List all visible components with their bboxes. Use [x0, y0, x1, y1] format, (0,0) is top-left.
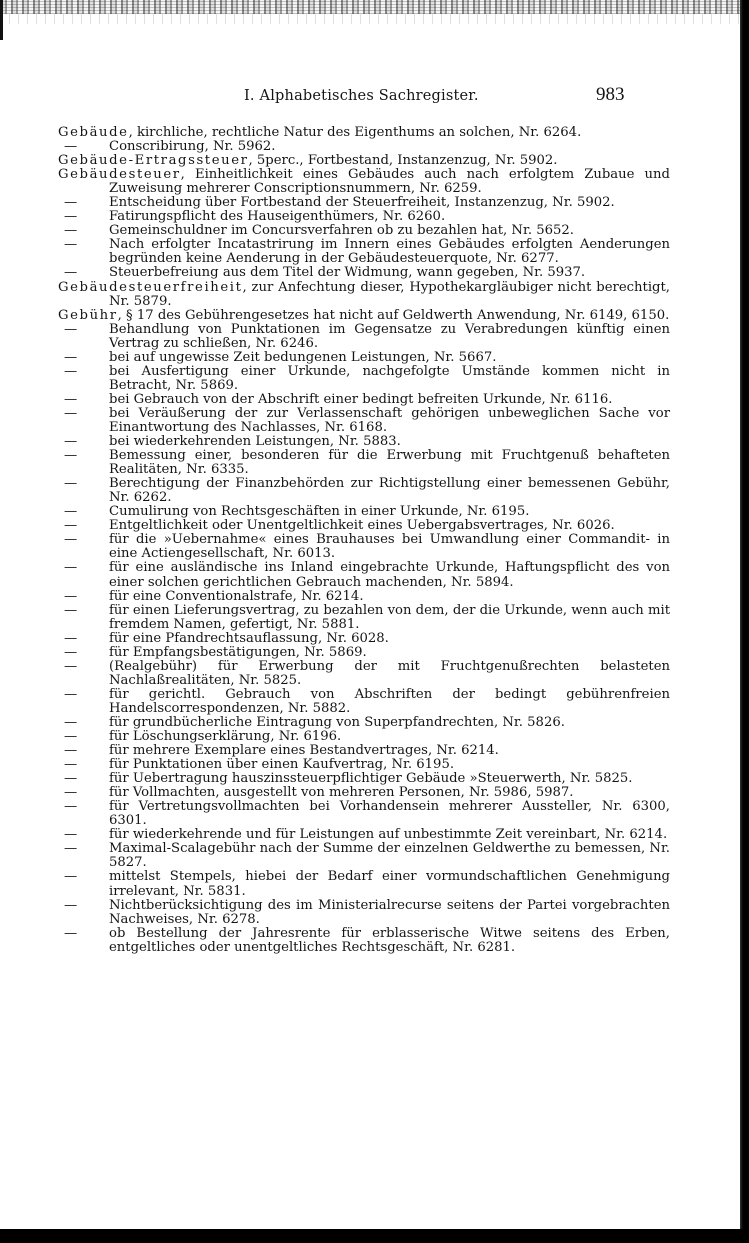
subentry-text: für gerichtl. Gebrauch von Abschriften der bedingt gebührenfreien Handelscorrespondenzen, Nr. 5882. [109, 686, 670, 716]
scan-edge-left [0, 0, 3, 40]
subentry-text: für Vertretungsvollmachten bei Vorhandensein mehrerer Aussteller, Nr. 6300, 6301. [109, 799, 670, 829]
subentry-text: bei auf ungewisse Zeit bedungenen Leistungen, Nr. 5667. [109, 349, 497, 365]
subentry-text: für eine ausländische ins Inland eingebrachte Urkunde, Haftungspflicht des von einer solchen gerichtlichen Gebrauch machenden, Nr. 5894. [109, 560, 670, 590]
subentry-dash: — [64, 644, 78, 660]
subentry-dash: — [64, 560, 78, 576]
subentry-dash: — [64, 434, 78, 450]
entry-text: , Einheitlichkeit eines Gebäudes auch nach erfolgtem Zubaue und Zuweisung mehrerer Conscriptionsnummern, Nr. 6259. [109, 167, 670, 197]
index-subentry [58, 716, 670, 730]
entry-headword: Gebäude-Ertragssteuer [58, 153, 249, 169]
subentry-text: bei wiederkehrenden Leistungen, Nr. 5883. [109, 434, 401, 450]
subentry-text: für Uebertragung hauszinssteuerpflichtiger Gebäude »Steuerwerth, Nr. 5825. [109, 771, 633, 787]
index-subentry [58, 435, 670, 449]
subentry-text: Maximal-Scalagebühr nach der Summe der einzelnen Geldwerthe zu bemessen, Nr. 5827. [109, 841, 670, 871]
index-subentry [58, 210, 670, 224]
subentry-text: für eine Pfandrechtsauflassung, Nr. 6028. [109, 630, 389, 646]
subentry-text: (Realgebühr) für Erwerbung der mit Fruchtgenußrechten belasteten Nachlaßrealitäten, Nr. 5825. [109, 658, 670, 688]
index-subentry [58, 449, 670, 477]
subentry-text: für Empfangsbestätigungen, Nr. 5869. [109, 644, 367, 660]
index-subentry [58, 899, 670, 927]
subentry-dash: — [64, 925, 78, 941]
index-body [58, 126, 670, 955]
index-subentry [58, 646, 670, 660]
subentry-dash: — [64, 476, 78, 492]
subentry-text: für Punktationen über einen Kaufvertrag, Nr. 6195. [109, 757, 455, 773]
entry-text: , zur Anfechtung dieser, Hypothekargläubiger nicht berechtigt, Nr. 5879. [109, 279, 670, 309]
subentry-dash: — [64, 518, 78, 534]
scan-edge-bottom [0, 1229, 749, 1243]
index-subentry [58, 561, 670, 589]
subentry-dash: — [64, 785, 78, 801]
subentry-text: Berechtigung der Finanzbehörden zur Richtigstellung einer bemessenen Gebühr, Nr. 6262. [109, 476, 670, 506]
subentry-dash: — [64, 799, 78, 815]
subentry-text: Cumulirung von Rechtsgeschäften in einer Urkunde, Nr. 6195. [109, 504, 530, 520]
index-subentry [58, 238, 670, 266]
index-subentry [58, 800, 670, 828]
subentry-dash: — [64, 630, 78, 646]
subentry-dash: — [64, 743, 78, 759]
index-subentry [58, 477, 670, 505]
subentry-dash: — [64, 897, 78, 913]
subentry-text: Gemeinschuldner im Concursverfahren ob zu bezahlen hat, Nr. 5652. [109, 223, 574, 239]
index-entry [58, 154, 670, 168]
subentry-dash: — [64, 139, 78, 155]
index-entry [58, 309, 670, 323]
subentry-text: Nichtberücksichtigung des im Ministerialrecurse seitens der Partei vorgebrachten Nachweises, Nr. 6278. [109, 897, 670, 927]
subentry-dash: — [64, 223, 78, 239]
subentry-text: bei Veräußerung der zur Verlassenschaft gehörigen unbeweglichen Sache vor Einantwortung des Nachlasses, Nr. 6168. [109, 405, 670, 435]
index-subentry [58, 828, 670, 842]
subentry-dash: — [64, 209, 78, 225]
subentry-text: Fatirungspflicht des Hauseigenthümers, Nr. 6260. [109, 209, 446, 225]
subentry-text: Nach erfolgter Incatastrirung im Innern eines Gebäudes erfolgten Aenderungen begründen keine Aenderung in der Gebäudesteuerquote, Nr. 6277. [109, 237, 670, 267]
subentry-text: mittelst Stempels, hiebei der Bedarf einer vormundschaftlichen Genehmigung irrelevant, Nr. 5831. [109, 869, 670, 899]
subentry-dash: — [64, 714, 78, 730]
subentry-dash: — [64, 265, 78, 281]
subentry-dash: — [64, 869, 78, 885]
index-entry [58, 281, 670, 309]
index-subentry [58, 140, 670, 154]
subentry-text: Entgeltlichkeit oder Unentgeltlichkeit eines Uebergabsvertrages, Nr. 6026. [109, 518, 615, 534]
index-subentry [58, 632, 670, 646]
index-subentry [58, 351, 670, 365]
subentry-text: Bemessung einer, besonderen für die Erwerbung mit Fruchtgenuß behafteten Realitäten, Nr. 6335. [109, 448, 670, 478]
subentry-dash: — [64, 771, 78, 787]
entry-headword: Gebäudesteuer [58, 167, 181, 183]
index-subentry [58, 730, 670, 744]
subentry-text: für einen Lieferungsvertrag, zu bezahlen von dem, der die Urkunde, wenn auch mit fremdem Namen, gefertigt, Nr. 5881. [109, 602, 670, 632]
running-head [0, 84, 749, 114]
subentry-dash: — [64, 686, 78, 702]
subentry-text: für wiederkehrende und für Leistungen auf unbestimmte Zeit vereinbart, Nr. 6214. [109, 827, 668, 843]
subentry-text: für Löschungserklärung, Nr. 6196. [109, 729, 342, 745]
subentry-dash: — [64, 532, 78, 548]
subentry-dash: — [64, 602, 78, 618]
index-subentry [58, 393, 670, 407]
index-subentry [58, 688, 670, 716]
index-subentry [58, 196, 670, 210]
index-subentry [58, 786, 670, 800]
subentry-text: Steuerbefreiung aus dem Titel der Widmung, wann gegeben, Nr. 5937. [109, 265, 586, 281]
index-subentry [58, 365, 670, 393]
index-subentry [58, 744, 670, 758]
subentry-text: für grundbücherliche Eintragung von Superpfandrechten, Nr. 5826. [109, 714, 565, 730]
subentry-dash: — [64, 757, 78, 773]
index-subentry [58, 590, 670, 604]
index-entry [58, 168, 670, 196]
subentry-dash: — [64, 827, 78, 843]
index-subentry [58, 266, 670, 280]
entry-headword: Gebühr [58, 307, 118, 323]
subentry-dash: — [64, 195, 78, 211]
subentry-text: für Vollmachten, ausgestellt von mehreren Personen, Nr. 5986, 5987. [109, 785, 574, 801]
index-subentry [58, 927, 670, 955]
subentry-dash: — [64, 321, 78, 337]
index-subentry [58, 758, 670, 772]
subentry-dash: — [64, 349, 78, 365]
subentry-dash: — [64, 363, 78, 379]
index-subentry [58, 519, 670, 533]
index-subentry [58, 842, 670, 870]
entry-headword: Gebäudesteuerfreiheit [58, 279, 243, 295]
subentry-dash: — [64, 729, 78, 745]
entry-text: , kirchliche, rechtliche Natur des Eigenthums an solchen, Nr. 6264. [128, 125, 582, 140]
index-subentry [58, 224, 670, 238]
subentry-dash: — [64, 588, 78, 604]
entry-text: , 5perc., Fortbestand, Instanzenzug, Nr. 5902. [248, 153, 558, 169]
index-subentry [58, 604, 670, 632]
subentry-text: Behandlung von Punktationen im Gegensatze zu Verabredungen künftig einen Vertrag zu schließen, Nr. 6246. [109, 321, 670, 351]
index-subentry [58, 533, 670, 561]
subentry-dash: — [64, 405, 78, 421]
subentry-text: Conscribirung, Nr. 5962. [109, 139, 276, 155]
index-subentry [58, 505, 670, 519]
index-subentry [58, 407, 670, 435]
subentry-text: für mehrere Exemplare eines Bestandvertrages, Nr. 6214. [109, 743, 499, 759]
index-subentry [58, 660, 670, 688]
subentry-dash: — [64, 658, 78, 674]
scan-noise-top [0, 0, 749, 14]
entry-text: , § 17 des Gebührengesetzes hat nicht auf Geldwerth Anwendung, Nr. 6149, 6150. [117, 307, 670, 323]
subentry-text: für die »Uebernahme« eines Brauhauses bei Umwandlung einer Commandit- in eine Actiengesellschaft, Nr. 6013. [109, 532, 670, 562]
scan-edge-right [740, 0, 749, 1243]
subentry-dash: — [64, 504, 78, 520]
index-entry [58, 126, 670, 140]
scan-noise-fade [0, 14, 749, 24]
subentry-text: bei Gebrauch von der Abschrift einer bedingt befreiten Urkunde, Nr. 6116. [109, 391, 613, 407]
running-title: I. Alphabetisches Sachregister. [244, 88, 479, 104]
index-subentry [58, 323, 670, 351]
subentry-dash: — [64, 448, 78, 464]
subentry-dash: — [64, 841, 78, 857]
subentry-text: ob Bestellung der Jahresrente für erblasserische Witwe seitens des Erben, entgeltliches oder unentgeltliches Rechtsgeschäft, Nr. 6281. [109, 925, 670, 955]
subentry-text: bei Ausfertigung einer Urkunde, nachgefolgte Umstände kommen nicht in Betracht, Nr. 5869. [109, 363, 670, 393]
subentry-text: Entscheidung über Fortbestand der Steuerfreiheit, Instanzenzug, Nr. 5902. [109, 195, 615, 211]
index-subentry [58, 772, 670, 786]
subentry-text: für eine Conventionalstrafe, Nr. 6214. [109, 588, 364, 604]
entry-headword: Gebäude [58, 125, 129, 140]
subentry-dash: — [64, 237, 78, 253]
subentry-dash: — [64, 391, 78, 407]
index-subentry [58, 870, 670, 898]
page-number: 983 [596, 84, 625, 105]
